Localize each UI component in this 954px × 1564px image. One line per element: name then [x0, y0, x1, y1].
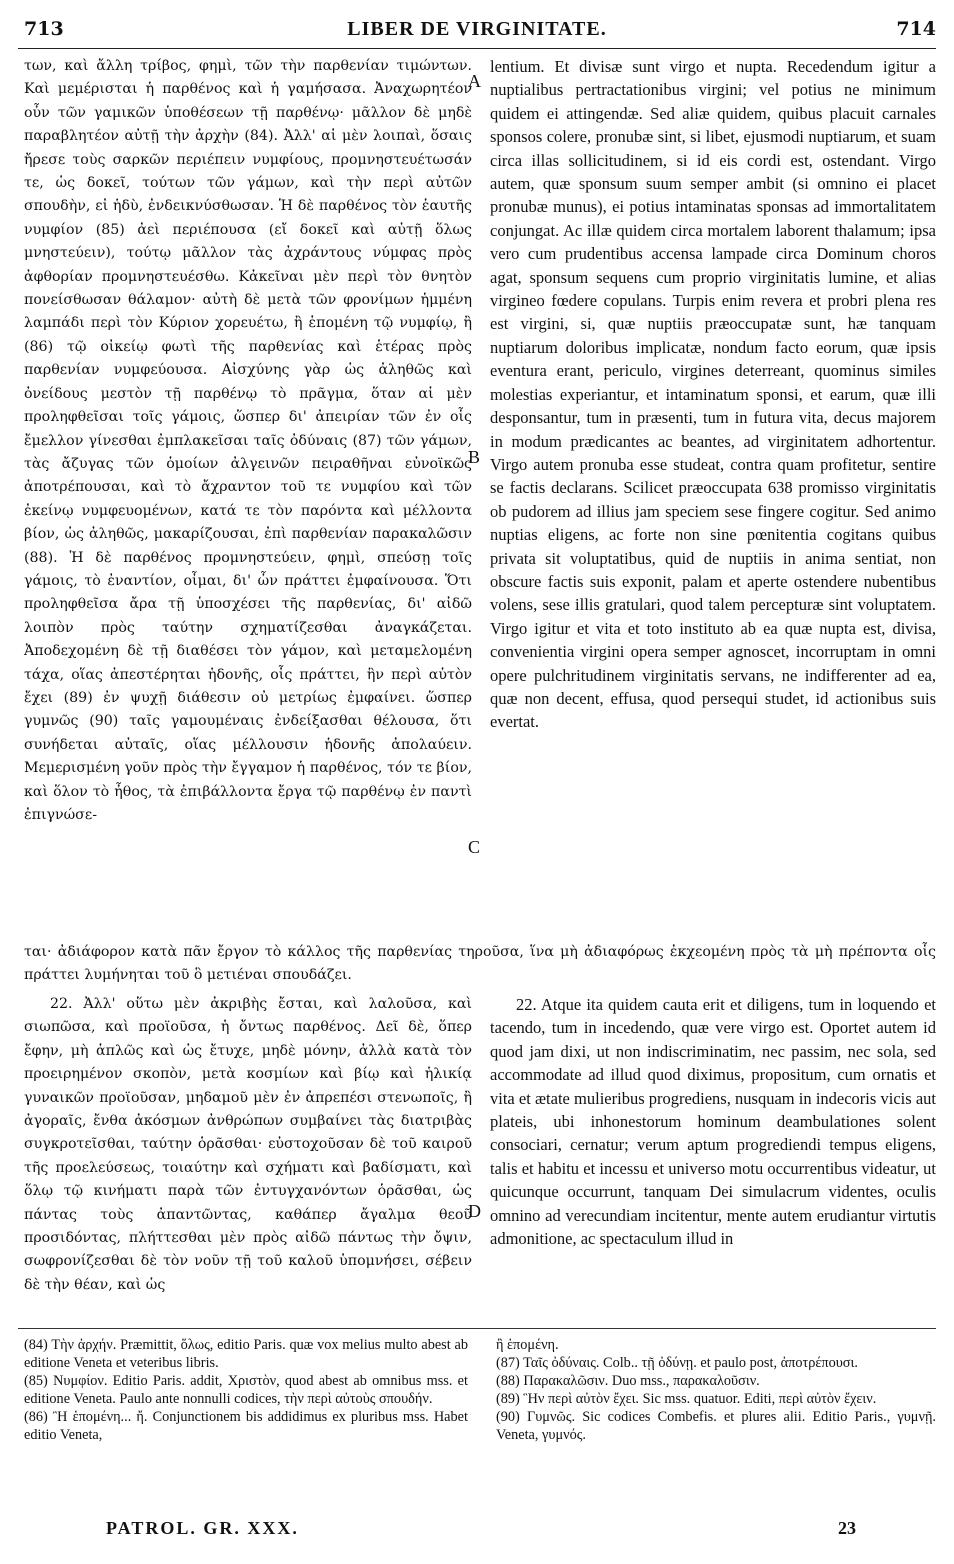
- footnote: (86) Ἢ ἑπομένη... ἤ. Conjunctionem bis addidimus ex pluribus mss. Habet editio Veneta,: [24, 1409, 468, 1443]
- margin-marker-b: B: [468, 447, 481, 467]
- footnote: (90) Γυμνῶς. Sic codices Combefis. et plures alii. Editio Paris., γυμνῇ. Veneta, γυμνός.: [496, 1409, 936, 1443]
- margin-marker-c: C: [468, 837, 481, 857]
- greek-column-upper: [24, 55, 472, 827]
- footnotes-left: [24, 1336, 468, 1444]
- footnote: (87) Ταῖς ὀδύναις. Colb.. τῇ ὀδύνῃ. et paulo post, ἀποτρέπουσι.: [496, 1355, 858, 1371]
- greek-paragraph-1: των, καὶ ἄλλη τρίβος, φημὶ, τῶν τὴν παρθενίαν τιμώντων. Καὶ μεμέρισται ἡ παρθένος καὶ ἡ γαμήσασα. Ἀναχωρητέον οὖν τῶν γαμικῶν ὑποθέσεων τῇ παρθένῳ· μᾶλλον δὲ μηδὲ παραβλητέον αὐτῇ τὴν ἀρχὴν (84). Ἀλλ' αἱ μὲν λοιπαὶ, ὅσαις ἤρεσε τοὺς σαρκῶν περιέπειν νυμφίους, προμνηστευέτωσάν τε, ὡς δοκεῖ, τούτων τῶν γάμων, καὶ τὴν περὶ αὐτῶν σπουδὴν, εἰ ἡδὺ, ἐνδεικνύσθωσαν. Ἡ δὲ παρθένος τὸν ἑαυτῆς νυμφίον (85) ἀεὶ περιέπουσα (εἴ δοκεῖ καὶ αὐτῇ ὅλως μνηστεύειν), τούτῳ μᾶλλον τὰς ἀχράντους νύμφας πρὸς ἀφθορίαν προμνηστευέσθω. Κἀκεῖναι μὲν περὶ τὸν θνητὸν πονείσθωσαν θάλαμον· αὐτὴ δὲ μετὰ τῶν φρονίμων ἡμμένη λαμπάδι περὶ τὸν Κύριον χορευέτω, ἢ ἑπομένη τῷ νυμφίῳ, ἢ (86) τῷ οἰκείῳ φωτὶ τῆς παρθενίας καὶ ἑτέρας πρὸς παρθενίαν νυμφεύουσα. Αἰσχύνης γὰρ ὡς ἀληθῶς καὶ ὀνείδους μεστὸν τῇ παρθένῳ τὸ πρᾶγμα, ὅταν αἱ μὲν προληφθεῖσαι τοῖς γάμοις, ὥσπερ δι' ἀπειρίαν τῶν ἐν οἷς ἔμελλον γίνεσθαι ἐμπλακεῖσαι ταῖς ὀδύναις (87) τῶν γάμων, τὰς ἄζυγας τῶν ὁμοίων ἀλγεινῶν πειραθῆναι εὐνοϊκῶς ἀποτρέπουσαι, καὶ τὸ ἄχραντον τοῦ τε νυμφίου καὶ τῶν ἐκείνῳ νυμφευομένων, κατά τε τὸν παρόντα καὶ μέλλοντα βίον, ὡς ἀληθῶς, μακαρίζουσαι, ἐπὶ παρθενίαν παρακαλῶσιν (88). Ἡ δὲ παρθένος προμνηστεύειν, φημὶ, σπεύσῃ τοῖς γάμοις, τὸ ἐναντίον, οἶμαι, δι' ὧν πράττει ἐμφαίνουσα. Ὅτι προληφθεῖσα ἄρα τῇ ὑποσχέσει τῆς παρθενίας, δι' αἰδῶ λοιπὸν πρὸς ταύτην σχηματίζεσθαι ἀναγκάζεται. Ἀποδεχομένη δὲ τῇ διαθέσει τὸν γάμον, καὶ μεταμελομένη τάχα, οἵας ἀπεστέρηται ἡδονῆς, οἷς πράττει, ἣν περὶ αὐτὸν ἔχει (89) ἐν ψυχῇ διάθεσιν οὐ μετρίως ἐμφαίνει. ὥσπερ γυμνῶς (90) ταῖς γαμουμέναις ἐνδείξασθαι θέλουσα, ὅτι συνήδεται αὐταῖς, οἵας μέλλουσιν ἡδονῆς ἀπολαύειν. Μεμερισμένη γοῦν πρὸς τὴν ἔγγαμον ἡ παρθένος, τόν τε βίον, καὶ ὅλον τὸ ἦθος, τὰ ἐπιβάλλοντα ἔργα τῷ παρθένῳ ἐν παντὶ ἐπιγνώσε-: [24, 58, 472, 823]
- footnotes-right: [496, 1336, 936, 1444]
- latin-paragraph-22: 22. Atque ita quidem cauta erit et diligens, tum in loquendo et tacendo, tum in incedendo, quæ vere virgo est. Oportet autem id quod jam dixi, ut non indiscriminatim, nec passim, nec sola, sed accommodate ad illud quod diximus, propositum, cum ornatis et vita et ætate mulieribus progrediens, nusquam in indecoris vicis aut plateis, ubi inhonestorum hominum deambulationes solent consociari, cernatur; verum aptum progrediendi tempus eligens, talis et habitu et incessu et universo motu occurrentibus videatur, ut quicunque occurrunt, tanquam Dei simulacrum videntes, oculis omnino ad verecundiam incitentur, mente autem erudiantur virtutis admonitione, ac spectaculum illud in: [490, 995, 936, 1249]
- footnote: (89) Ἣν περὶ αὐτὸν ἔχει. Sic mss. quatuor. Editi, περὶ αὐτὸν ἔχειν.: [496, 1391, 877, 1407]
- page-footer: [18, 1518, 936, 1544]
- latin-column-upper: [490, 55, 936, 734]
- greek-full-width-line: ται· ἀδιάφορον κατὰ πᾶν ἔργον τὸ κάλλος τῆς παρθενίας τηροῦσα, ἵνα μὴ ἀδιαφόρως ἐκχεομένη πρὸς τὰ μὴ πρέποντα οἷς πράττει λυμήνηται τοῦ ὃ μετιέναι σπουδάζει.: [24, 944, 936, 984]
- latin-column-lower: [490, 993, 936, 1250]
- gathering-number: 23: [838, 1518, 856, 1538]
- footnote-separator: [18, 1328, 936, 1329]
- greek-column-lower: [24, 993, 472, 1297]
- page-title: LIBER DE VIRGINITATE.: [347, 18, 607, 40]
- volume-signature: PATROL. GR. XXX.: [106, 1518, 299, 1538]
- footnote: (85) Νυμφίον. Editio Paris. addit, Χριστὸν, quod abest ab omnibus mss. et editione Veneta. Paulo ante nonnulli codices, τὴν περὶ αὐτοὺς σπουδήν.: [24, 1373, 468, 1407]
- page-number-right: 714: [896, 18, 936, 40]
- latin-paragraph-1: lentium. Et divisæ sunt virgo et nupta. Recedendum igitur a nuptialibus pertractationibus virgini; vel potius ne minimum quidem ei attingendæ. Sed aliæ quidem, quibus placuit carnales sponsos colere, pronubæ sint, si libet, ejusmodi nuptiarum, et suam circa illas sollicitudinem, si id eis cordi est, ostendant. Virgo autem, quæ sponsum suum semper ambit (si omnino ei placet pronubæ munus), ei potius intaminatas sponsas ad immortalitatem conjungat. Ac illæ quidem circa mortalem laborent thalamum; ipsa vero cum prudentibus accensa lampade circa Dominum choros agat, sponsum sequens cum proprio virginitatis lumine, et alias virgineo fœdere copulans. Turpis enim revera et probri plena res est virgini, si, quæ nuptiis præoccupatæ sunt, hæ tanquam nuptiarum doloribus implicatæ, nondum facto eorum, quæ ipsis eventura erant, periculo, virgines deterreant, quominus similes molestias experiantur, et intaminatum sponsi, et earum, quæ illi desponsantur, tum in præsenti, tum in futura vita, decus majorem in modum prædicantes ac beantes, ad virginitatem adhortentur. Virgo autem pronuba esse studeat, contra quam profitetur, sentire se factis declarans. Scilicet præoccupata 638 promisso virginitatis ob pudorem ad illius jam speciem sese fingere cogitur. Sed animo nuptias eligens, ac forte non sine pœnitentia cogitans quibus privata sit voluptatibus, quid de nuptiis in anima sentiat, non obscure factis suis exponit, palam et aperte ostendere nubentibus volens, sese illis gratulari, quod talem percepturæ sint voluptatem. Virgo igitur et vita et toto instituto ab ea quæ nupta est, divisa, convenientia virgini opera semper agnoscet, incorruptam in omni opere pulchritudinem virginitatis servans, ne indifferenter ad ea, quæ non decent, effusa, quod persequi studet, id actionibus suis evertat.: [490, 57, 936, 732]
- footnote: (84) Τὴν ἀρχήν. Præmittit, ὅλως, editio Paris. quæ vox melius multo abest ab editione Veneta et veteribus libris.: [24, 1337, 468, 1371]
- margin-marker-d: D: [468, 1201, 481, 1221]
- greek-paragraph-22: 22. Ἀλλ' οὕτω μὲν ἀκριβὴς ἔσται, καὶ λαλοῦσα, καὶ σιωπῶσα, καὶ προϊοῦσα, ἡ ὄντως παρθένος. Δεῖ δὲ, ὅπερ ἔφην, μὴ ἁπλῶς καὶ ὡς ἔτυχε, μηδὲ μόνην, ἀλλὰ κατὰ τὸν προειρημένον σκοπὸν, μετὰ κοσμίων καὶ βίῳ καὶ ἡλικίᾳ γυναικῶν προϊοῦσαν, μηδαμοῦ μὲν ἐν ἀπρεπέσι στενωποῖς, ἢ ἀγοραῖς, ἔνθα ἀκόσμων ἀνθρώπων συμβαίνει τὰς διατριβὰς συγκροτεῖσθαι, ταύτην ὁρᾶσθαι· εὐστοχοῦσαν δὲ τοῦ καιροῦ τῆς προελεύσεως, τοιαύτην καὶ σχήματι καὶ βαδίσματι, καὶ ὅλῳ τῷ κινήματι παρὰ τῶν ἐντυγχανόντων ὁρᾶσθαι, ὡς πάντας τοὺς ἀπαντῶντας, καθάπερ ἄγαλμα θεοῦ προσιδόντας, πλήττεσθαι μὲν πρὸς αἰδῶ πάντως τὴν ὄψιν, σωφρονίζεσθαι δὲ τὸν νοῦν τῇ τοῦ καλοῦ ὑπομνήσει, σέβειν δὲ τὴν θέαν, καὶ ὡς: [24, 996, 472, 1293]
- running-header: [18, 14, 936, 49]
- margin-marker-a: A: [468, 71, 481, 91]
- footnote: (88) Παρακαλῶσιν. Duo mss., παρακαλοῦσιν.: [496, 1373, 760, 1389]
- page-number-left: 713: [24, 18, 64, 40]
- page: [18, 14, 936, 1550]
- footnote: ἢ ἑπομένη.: [496, 1337, 559, 1353]
